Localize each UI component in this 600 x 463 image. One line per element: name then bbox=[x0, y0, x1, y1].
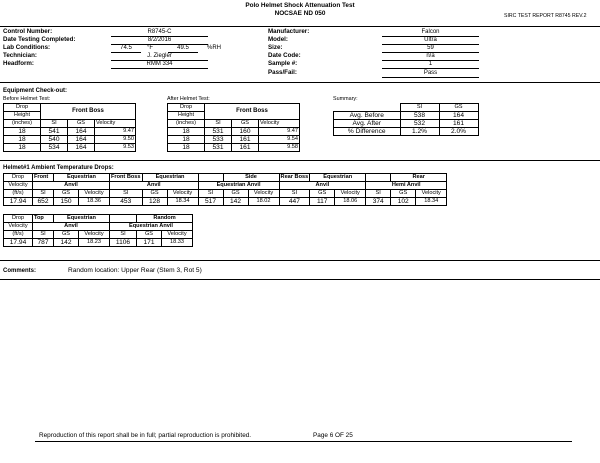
si-cell: 652 bbox=[33, 198, 54, 206]
velocity-cell: 18.36 bbox=[79, 198, 110, 206]
location-label: Top bbox=[33, 215, 54, 223]
location-label bbox=[198, 174, 223, 182]
velocity-cell: 9.50 bbox=[95, 136, 136, 144]
footer-rule bbox=[35, 441, 572, 442]
section-rule-2 bbox=[0, 160, 600, 161]
pass-fail-value: Pass bbox=[382, 69, 479, 78]
gs-header: GS bbox=[142, 190, 167, 198]
si-cell: 1106 bbox=[110, 239, 137, 247]
section-rule-3 bbox=[0, 260, 600, 261]
height-header: Height bbox=[168, 112, 205, 120]
ambient-table-2 bbox=[3, 214, 193, 247]
anvil-label-bottom: Equestrian Anvil bbox=[198, 182, 279, 190]
summary-gs-cell: 2.0% bbox=[439, 128, 478, 136]
anvil-label-top: Equestrian bbox=[310, 174, 366, 182]
gs-cell: 150 bbox=[54, 198, 79, 206]
model-label: Model: bbox=[268, 36, 288, 43]
si-header: SI bbox=[33, 231, 54, 239]
velocity-cell: 9.58 bbox=[259, 144, 300, 152]
headform-label: Headform: bbox=[3, 60, 34, 67]
date-code-value: n/a bbox=[382, 52, 479, 61]
footer-notice: Reproduction of this report shall be in full; partial reproduction is prohibited. bbox=[39, 432, 252, 439]
height-cell: 18 bbox=[4, 128, 41, 136]
velocity-col-header: Velocity bbox=[416, 190, 447, 198]
si-cell: 531 bbox=[205, 144, 232, 152]
inches-header: (inches) bbox=[4, 120, 41, 128]
velocity-header: Velocity bbox=[259, 120, 300, 128]
si-cell: 531 bbox=[205, 128, 232, 136]
table-row bbox=[4, 239, 193, 247]
si-header: SI bbox=[110, 190, 143, 198]
height-cell: 18 bbox=[4, 136, 41, 144]
date-completed-label: Date Testing Completed: bbox=[3, 36, 76, 43]
section-rule-1 bbox=[0, 82, 600, 83]
gs-header: GS bbox=[310, 190, 335, 198]
drop-header: Drop bbox=[4, 174, 33, 182]
gs-cell: 102 bbox=[391, 198, 416, 206]
summary-gs-header: GS bbox=[439, 104, 478, 112]
gs-cell: 164 bbox=[68, 136, 95, 144]
pass-fail-label: Pass/Fail: bbox=[268, 69, 297, 76]
table-row bbox=[4, 136, 136, 144]
si-cell: 534 bbox=[41, 144, 68, 152]
anvil-header: Front Boss bbox=[41, 104, 136, 120]
control-number-label: Control Number: bbox=[3, 28, 53, 35]
anvil-label-top: Equestrian bbox=[142, 174, 198, 182]
report-id: SIRC TEST REPORT R8745 REV.2 bbox=[504, 13, 587, 19]
gs-cell: 164 bbox=[68, 128, 95, 136]
summary-gs-cell: 161 bbox=[439, 120, 478, 128]
table-row bbox=[334, 128, 479, 136]
si-cell: 533 bbox=[205, 136, 232, 144]
summary-si-cell: 1.2% bbox=[400, 128, 439, 136]
drop-header: Drop bbox=[4, 104, 41, 112]
si-header: SI bbox=[279, 190, 310, 198]
summary-row-label: Avg. Before bbox=[334, 112, 401, 120]
gs-cell: 161 bbox=[232, 136, 259, 144]
before-test-table bbox=[3, 103, 136, 152]
si-header: SI bbox=[41, 120, 68, 128]
summary-gs-cell: 164 bbox=[439, 112, 478, 120]
ft-s-header: (ft/s) bbox=[4, 231, 33, 239]
lab-temp-unit: °F bbox=[147, 45, 154, 51]
gs-cell: 171 bbox=[137, 239, 162, 247]
before-test-label: Before Helmet Test: bbox=[3, 96, 51, 102]
table-row bbox=[4, 198, 447, 206]
section-rule-4 bbox=[0, 279, 600, 280]
height-cell: 18 bbox=[4, 144, 41, 152]
si-header: SI bbox=[33, 190, 54, 198]
si-cell: 453 bbox=[110, 198, 143, 206]
height-header: Height bbox=[4, 112, 41, 120]
technician-label: Technician: bbox=[3, 52, 37, 59]
manufacturer-label: Manufacturer: bbox=[268, 28, 310, 35]
model-value: Ultra bbox=[382, 36, 479, 45]
report-title: Polo Helmet Shock Attenuation Test bbox=[245, 2, 355, 9]
velocity-cell: 18.34 bbox=[167, 198, 198, 206]
size-label: Size: bbox=[268, 44, 283, 51]
si-cell: 447 bbox=[279, 198, 310, 206]
anvil-label-bottom: Equestrian Anvil bbox=[110, 223, 193, 231]
velocity-col-header: Velocity bbox=[335, 190, 366, 198]
velocity-cell: 18.23 bbox=[79, 239, 110, 247]
table-row bbox=[168, 144, 300, 152]
table-row bbox=[334, 112, 479, 120]
anvil-label-top: Equestrian bbox=[54, 174, 110, 182]
location-label: Front bbox=[33, 174, 54, 182]
summary-si-header: SI bbox=[400, 104, 439, 112]
anvil-label-top: Equestrian bbox=[54, 215, 110, 223]
si-cell: 374 bbox=[366, 198, 391, 206]
velocity-cell: 9.53 bbox=[95, 144, 136, 152]
velocity-cell: 9.47 bbox=[259, 128, 300, 136]
headform-value: RMM 334 bbox=[111, 60, 208, 69]
date-completed-value: 8/2/2016 bbox=[111, 36, 208, 45]
ft-s-header: (ft/s) bbox=[4, 190, 33, 198]
anvil-label-bottom: Anvil bbox=[279, 182, 366, 190]
summary-row-label: Avg. After bbox=[334, 120, 401, 128]
size-value: 59 bbox=[382, 44, 479, 53]
si-cell: 540 bbox=[41, 136, 68, 144]
gs-cell: 142 bbox=[223, 198, 248, 206]
gs-cell: 164 bbox=[68, 144, 95, 152]
table-row bbox=[168, 128, 300, 136]
velocity-cell: 18.34 bbox=[416, 198, 447, 206]
velocity-cell: 18.02 bbox=[248, 198, 279, 206]
si-header: SI bbox=[198, 190, 223, 198]
anvil-header: Front Boss bbox=[205, 104, 300, 120]
velocity-cell: 18.06 bbox=[335, 198, 366, 206]
gs-header: GS bbox=[54, 190, 79, 198]
velocity-cell: 18.33 bbox=[162, 239, 193, 247]
gs-header: GS bbox=[223, 190, 248, 198]
gs-header: GS bbox=[68, 120, 95, 128]
summary-si-cell: 538 bbox=[400, 112, 439, 120]
gs-header: GS bbox=[54, 231, 79, 239]
ambient-title: Helmet#1 Ambient Temperature Drops: bbox=[3, 165, 114, 171]
velocity-col-header: Velocity bbox=[79, 231, 110, 239]
location-label bbox=[110, 215, 137, 223]
drop-velocity-cell: 17.94 bbox=[4, 198, 33, 206]
si-header: SI bbox=[110, 231, 137, 239]
after-test-label: After Helmet Test: bbox=[167, 96, 210, 102]
gs-header: GS bbox=[391, 190, 416, 198]
lab-rh-value: 49.5 bbox=[168, 44, 198, 53]
anvil-label-top: Random bbox=[137, 215, 193, 223]
comments-text: Random location: Upper Rear (Stem 3, Rot 5) bbox=[68, 267, 202, 274]
velocity-col-header: Velocity bbox=[162, 231, 193, 239]
control-number-value: R8745-C bbox=[111, 28, 208, 37]
inches-header: (inches) bbox=[168, 120, 205, 128]
velocity-col-header: Velocity bbox=[79, 190, 110, 198]
gs-cell: 161 bbox=[232, 144, 259, 152]
sample-number-label: Sample #: bbox=[268, 60, 298, 67]
location-label: Front Boss bbox=[111, 174, 141, 180]
anvil-label-bottom: Anvil bbox=[33, 182, 110, 190]
height-cell: 18 bbox=[168, 128, 205, 136]
si-header: SI bbox=[366, 190, 391, 198]
summary-row-label: % Difference bbox=[334, 128, 401, 136]
top-rule bbox=[0, 26, 600, 27]
checkout-title: Equipment Check-out: bbox=[3, 88, 67, 94]
drop-header: Drop bbox=[168, 104, 205, 112]
drop-header: Drop bbox=[4, 215, 33, 223]
velocity-cell: 9.54 bbox=[259, 136, 300, 144]
sample-number-value: 1 bbox=[382, 60, 479, 69]
page-number: Page 6 OF 25 bbox=[313, 432, 353, 439]
velocity-col-header: Velocity bbox=[248, 190, 279, 198]
si-cell: 541 bbox=[41, 128, 68, 136]
gs-cell: 128 bbox=[142, 198, 167, 206]
anvil-label-top: Side bbox=[223, 174, 279, 182]
summary-label: Summary: bbox=[333, 96, 358, 102]
si-header: SI bbox=[205, 120, 232, 128]
gs-cell: 142 bbox=[54, 239, 79, 247]
velocity-header: Velocity bbox=[95, 120, 136, 128]
summary-si-cell: 532 bbox=[400, 120, 439, 128]
gs-cell: 117 bbox=[310, 198, 335, 206]
height-cell: 18 bbox=[168, 136, 205, 144]
table-row bbox=[334, 120, 479, 128]
location-label: Rear Boss bbox=[280, 174, 309, 180]
anvil-label-bottom: Hemi Anvil bbox=[366, 182, 447, 190]
comments-label: Comments: bbox=[3, 268, 37, 274]
gs-cell: 160 bbox=[232, 128, 259, 136]
velocity-header: Velocity bbox=[4, 223, 33, 231]
ambient-table-1 bbox=[3, 173, 447, 206]
height-cell: 18 bbox=[168, 144, 205, 152]
si-cell: 517 bbox=[198, 198, 223, 206]
table-row bbox=[4, 144, 136, 152]
velocity-header: Velocity bbox=[4, 182, 33, 190]
table-row bbox=[168, 136, 300, 144]
after-test-table bbox=[167, 103, 300, 152]
lab-conditions-label: Lab Conditions: bbox=[3, 44, 51, 51]
report-subtitle: NOCSAE ND 050 bbox=[274, 10, 326, 17]
lab-temp-value: 74.5 bbox=[111, 44, 141, 53]
location-label bbox=[366, 174, 391, 182]
anvil-label-top: Rear bbox=[391, 174, 447, 182]
si-cell: 787 bbox=[33, 239, 54, 247]
gs-header: GS bbox=[137, 231, 162, 239]
anvil-label-bottom: Anvil bbox=[33, 223, 110, 231]
anvil-label-bottom: Anvil bbox=[110, 182, 199, 190]
velocity-col-header: Velocity bbox=[167, 190, 198, 198]
summary-table bbox=[333, 103, 479, 136]
lab-rh-unit: %RH bbox=[207, 45, 222, 51]
drop-velocity-cell: 17.94 bbox=[4, 239, 33, 247]
table-row bbox=[4, 128, 136, 136]
date-code-label: Date Code: bbox=[268, 52, 301, 59]
manufacturer-value: Falcon bbox=[382, 28, 479, 37]
velocity-cell: 9.47 bbox=[95, 128, 136, 136]
technician-value: J. Ziegler bbox=[111, 52, 208, 61]
gs-header: GS bbox=[232, 120, 259, 128]
